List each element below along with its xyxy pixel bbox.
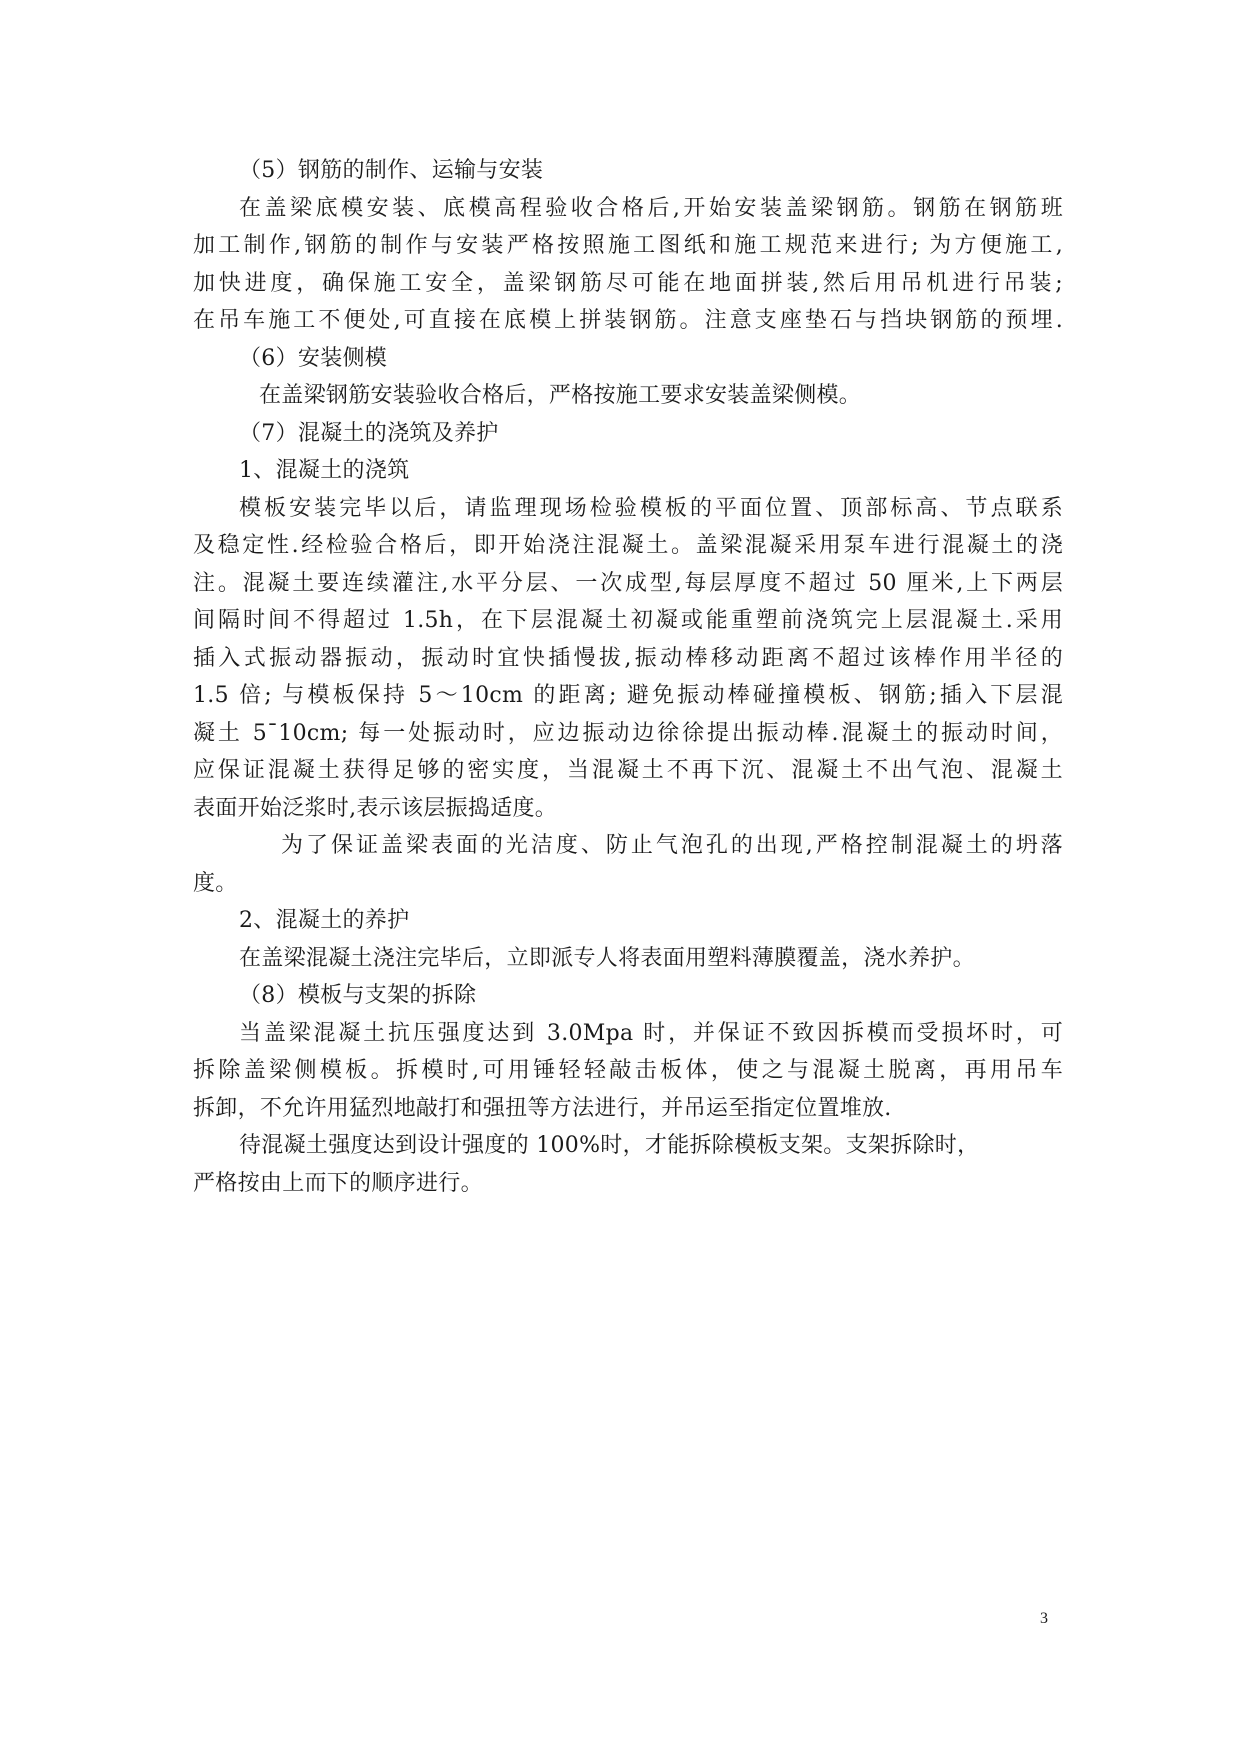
subsection-heading-2: 2、混凝土的养护: [239, 908, 410, 933]
paragraph-line: 加快进度，确保施工安全，盖梁钢筋尽可能在地面拼装,然后用吊机进行吊装;: [193, 270, 1063, 296]
paragraph-line: 在吊车施工不便处,可直接在底模上拼装钢筋。注意支座垫石与挡块钢筋的预埋.: [193, 308, 1063, 333]
body-text: [193, 152, 1063, 1202]
paragraph-line: 为了保证盖梁表面的光洁度、防止气泡孔的出现,严格控制混凝土的坍落: [281, 833, 1063, 858]
section-heading-6: （6）安装侧模: [239, 345, 388, 371]
paragraph-line: 在盖梁钢筋安装验收合格后，严格按施工要求安装盖梁侧模。: [259, 383, 862, 408]
paragraph-line: 拆除盖梁侧模板。拆模时,可用锤轻轻敲击板体，使之与混凝土脱离，再用吊车: [193, 1058, 1063, 1083]
paragraph-line: 间隔时间不得超过 1.5h，在下层混凝土初凝或能重塑前浇筑完上层混凝土.采用: [193, 608, 1063, 633]
paragraph-line: 1.5 倍; 与模板保持 5～10cm 的距离; 避免振动棒碰撞模板、钢筋;插入下层混: [193, 683, 1063, 708]
section-heading-5: （5）钢筋的制作、运输与安装: [239, 158, 544, 183]
paragraph-line: 在盖梁混凝土浇注完毕后，立即派专人将表面用塑料薄膜覆盖，浇水养护。: [239, 945, 975, 971]
paragraph-line: 应保证混凝土获得足够的密实度，当混凝土不再下沉、混凝土不出气泡、混凝土: [193, 758, 1063, 783]
section-heading-8: （8）模板与支架的拆除: [239, 983, 477, 1008]
paragraph-line: 度。: [193, 870, 238, 896]
paragraph-line: 插入式振动器振动，振动时宜快插慢拔,振动棒移动距离不超过该棒作用半径的: [193, 645, 1063, 671]
paragraph-line: 及稳定性.经检验合格后，即开始浇注混凝土。盖梁混凝采用泵车进行混凝土的浇: [193, 533, 1063, 558]
paragraph-line: 表面开始泛浆时,表示该层振捣适度。: [193, 795, 558, 821]
paragraph-line: 待混凝土强度达到设计强度的 100%时，才能拆除模板支架。支架拆除时，: [239, 1133, 980, 1158]
paragraph-line: 模板安装完毕以后，请监理现场检验模板的平面位置、顶部标高、节点联系: [239, 495, 1063, 521]
paragraph-line: 在盖梁底模安装、底模高程验收合格后,开始安装盖梁钢筋。钢筋在钢筋班: [239, 195, 1063, 221]
paragraph-line: 严格按由上而下的顺序进行。: [193, 1170, 483, 1196]
paragraph-line: 当盖梁混凝土抗压强度达到 3.0Mpa 时，并保证不致因拆模而受损坏时，可: [239, 1020, 1063, 1046]
paragraph-line: 拆卸，不允许用猛烈地敲打和强扭等方法进行，并吊运至指定位置堆放.: [193, 1095, 892, 1121]
paragraph-line: 凝土 5¯10cm; 每一处振动时，应边振动边徐徐提出振动棒.混凝土的振动时间，: [193, 720, 1063, 746]
paragraph-line: 加工制作,钢筋的制作与安装严格按照施工图纸和施工规范来进行; 为方便施工,: [193, 233, 1063, 258]
subsection-heading-1: 1、混凝土的浇筑: [239, 458, 410, 483]
paragraph-line: 注。混凝土要连续灌注,水平分层、一次成型,每层厚度不超过 50 厘米,上下两层: [193, 570, 1063, 596]
section-heading-7: （7）混凝土的浇筑及养护: [239, 420, 499, 446]
page-number: 3: [1040, 1610, 1048, 1627]
